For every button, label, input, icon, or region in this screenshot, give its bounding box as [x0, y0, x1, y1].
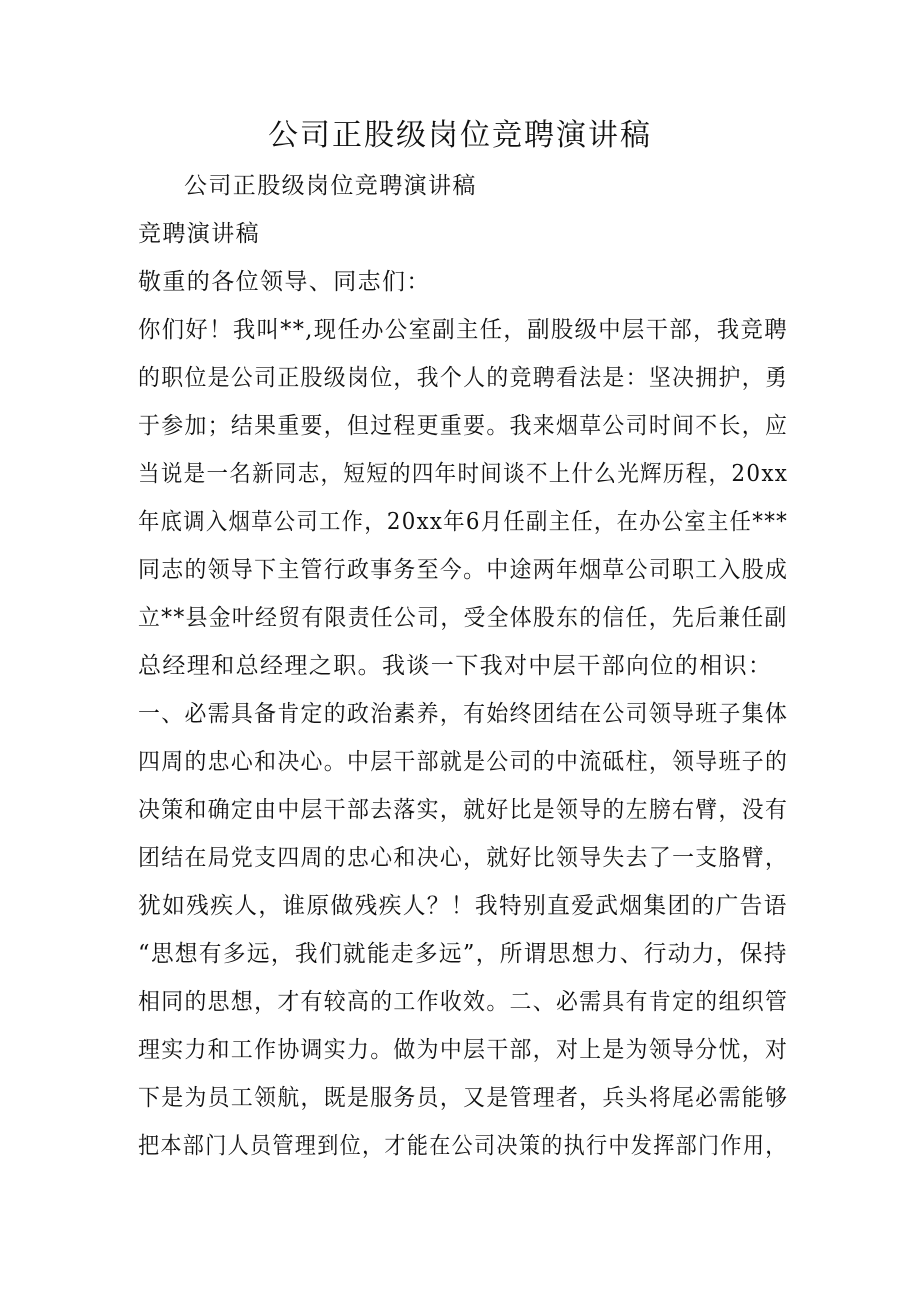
body-line: 年底调入烟草公司工作，20xx年6月任副主任，在办公室主任***	[138, 509, 789, 535]
body-line: 当说是一名新同志，短短的四年时间谈不上什么光辉历程，20xx	[138, 461, 789, 487]
body-line: 团结在局党支四周的忠心和决心，就好比领导失去了一支胳臂，	[138, 845, 789, 871]
body-line: 决策和确定由中层干部去落实，就好比是领导的左膀右臂，没有	[138, 797, 789, 823]
body-line: 犹如残疾人，谁原做残疾人？！我特别直爱武烟集团的广告语	[138, 893, 788, 919]
salutation: 敬重的各位领导、同志们：	[138, 269, 431, 295]
body-line: 下是为员工领航，既是服务员，又是管理者，兵头将尾必需能够	[138, 1085, 789, 1111]
body-line: 同志的领导下主管行政事务至今。中途两年烟草公司职工入股成	[138, 557, 789, 583]
body-line: 总经理和总经理之职。我谈一下我对中层干部向位的相识：	[138, 653, 773, 679]
body-line: 理实力和工作协调实力。做为中层干部，对上是为领导分忧，对	[138, 1037, 789, 1063]
body-line: 立**县金叶经贸有限责任公司，受全体股东的信任，先后兼任副	[138, 605, 788, 631]
body-line: “思想有多远，我们就能走多远”，所谓思想力、行动力，保持	[138, 941, 788, 967]
section-heading: 竞聘演讲稿	[138, 221, 260, 247]
body-line: 相同的思想，才有较高的工作收效。二、必需具有肯定的组织管	[138, 989, 789, 1015]
subtitle: 公司正股级岗位竞聘演讲稿	[184, 173, 477, 199]
body-line: 把本部门人员管理到位，才能在公司决策的执行中发挥部门作用，	[138, 1133, 788, 1159]
body-line: 于参加；结果重要，但过程更重要。我来烟草公司时间不长，应	[138, 413, 789, 439]
body-line: 你们好！我叫**,现任办公室副主任，副股级中层干部，我竞聘	[138, 317, 788, 343]
body-line: 一、必需具备肯定的政治素养，有始终团结在公司领导班子集体	[138, 701, 789, 727]
body-line: 的职位是公司正股级岗位，我个人的竞聘看法是：坚决拥护，勇	[138, 365, 789, 391]
page-title: 公司正股级岗位竞聘演讲稿	[268, 118, 652, 153]
body-line: 四周的忠心和决心。中层干部就是公司的中流砥柱，领导班子的	[138, 749, 789, 775]
